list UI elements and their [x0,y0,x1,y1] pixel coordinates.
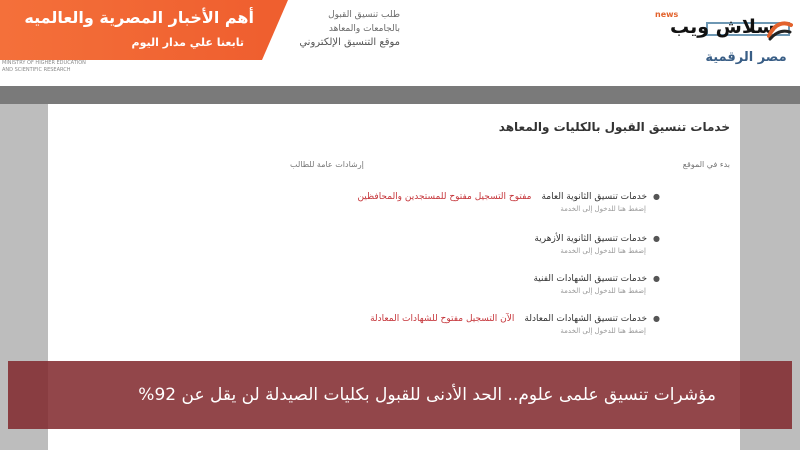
service-status[interactable]: مفتوح التسجيل مفتوح للمستجدين والمحافظين [357,192,532,202]
service-enter-link[interactable]: إضغط هنا للدخول إلى الخدمة [560,205,646,213]
service-status[interactable]: الآن التسجيل مفتوح للشهادات المعادلة [370,314,515,324]
bullet-icon: ● [653,234,660,243]
news-caption[interactable] [8,361,792,429]
swoosh-icon [767,19,793,41]
site-title-line1: طلب تنسيق القبول بالجامعات والمعاهد [328,10,400,34]
ministry-label: MINISTRY OF HIGHER EDUCATION AND SCIENTIFIC RESEARCH [2,60,86,73]
ribbon-tagline: تابعنا علي مدار اليوم [131,36,244,49]
logo-text: مصر الرقمية [705,50,787,65]
page-title: خدمات تنسيق القبول بالكليات والمعاهد [498,120,730,134]
bullet-icon: ● [653,314,660,323]
service-enter-link[interactable]: إضغط هنا للدخول إلى الخدمة [560,247,646,255]
headline-ribbon [0,0,262,60]
ribbon-corner [262,0,288,60]
screenshot-menu-bar [0,86,800,104]
site-title-line2: موقع التنسيق الإلكتروني [299,37,400,48]
brand-news-tag: news [655,10,679,19]
service-link[interactable]: خدمات تنسيق الثانوية الأزهرية [534,234,648,244]
service-enter-link[interactable]: إضغط هنا للدخول إلى الخدمة [560,287,646,295]
service-item [533,274,660,295]
service-item [357,192,660,213]
service-link[interactable]: خدمات تنسيق الثانوية العامة [541,192,648,202]
service-link[interactable]: خدمات تنسيق الشهادات المعادلة [524,314,648,324]
service-enter-link[interactable]: إضغط هنا للدخول إلى الخدمة [560,327,646,335]
service-item [534,234,660,255]
ribbon-headline: أهم الأخبار المصرية والعالميه [24,8,254,27]
bullet-icon: ● [653,274,660,283]
brand-logo[interactable] [655,10,795,50]
brand-name: سلاش ويب [669,16,775,38]
caption-text: مؤشرات تنسيق علمى علوم.. الحد الأدنى للقبول بكليات الصيدلة لن يقل عن 92% [138,385,716,405]
nav-guide-link[interactable]: إرشادات عامة للطالب [290,160,364,169]
site-title [290,8,400,50]
service-link[interactable]: خدمات تنسيق الشهادات الفنية [533,274,648,284]
bullet-icon: ● [653,192,660,201]
service-item [370,314,660,335]
nav-home-link[interactable]: بدء في الموقع [682,160,730,169]
